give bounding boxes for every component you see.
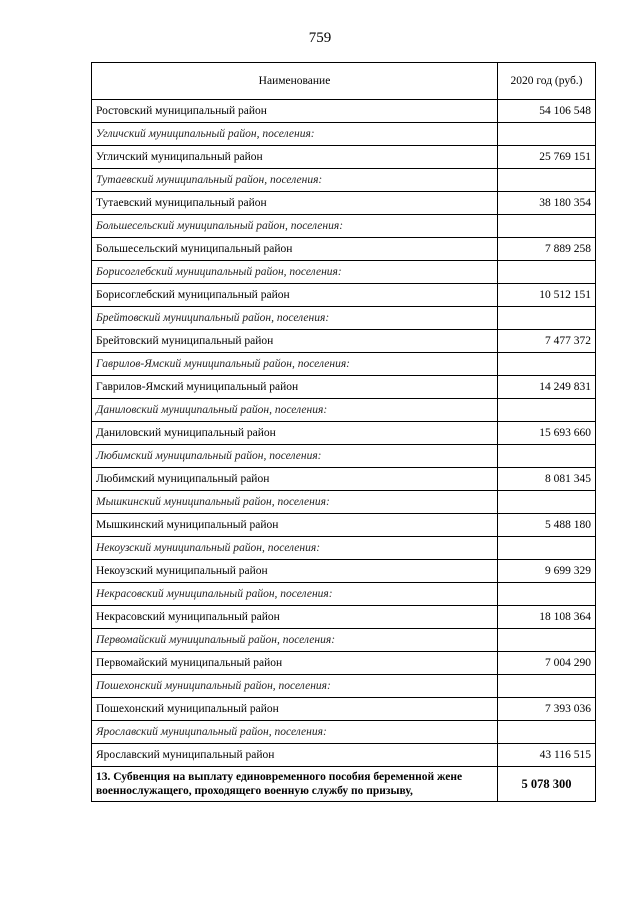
row-value: 38 180 354 <box>498 192 596 215</box>
row-name: Брейтовский муниципальный район <box>92 330 498 353</box>
row-name: Даниловский муниципальный район, поселения: <box>92 399 498 422</box>
row-name: Некрасовский муниципальный район <box>92 606 498 629</box>
row-value: 14 249 831 <box>498 376 596 399</box>
row-value: 18 108 364 <box>498 606 596 629</box>
row-value <box>498 445 596 468</box>
row-value: 15 693 660 <box>498 422 596 445</box>
table-row <box>92 468 596 491</box>
row-value: 54 106 548 <box>498 100 596 123</box>
table-row <box>92 192 596 215</box>
row-value <box>498 261 596 284</box>
table-row <box>92 422 596 445</box>
table-row <box>92 652 596 675</box>
row-name: Большесельский муниципальный район, поселения: <box>92 215 498 238</box>
row-name: Некрасовский муниципальный район, поселения: <box>92 583 498 606</box>
row-value: 7 004 290 <box>498 652 596 675</box>
table-row-subheading <box>92 169 596 192</box>
row-name: Первомайский муниципальный район <box>92 652 498 675</box>
total-name: 13. Субвенция на выплату единовременного пособия беременной жене военнослужащего, проходящего военную службу по призыву, <box>92 767 498 802</box>
row-name: Брейтовский муниципальный район, поселения: <box>92 307 498 330</box>
row-name: Пошехонский муниципальный район <box>92 698 498 721</box>
row-name: Тутаевский муниципальный район, поселения: <box>92 169 498 192</box>
table-row-subheading <box>92 353 596 376</box>
row-name: Тутаевский муниципальный район <box>92 192 498 215</box>
row-value <box>498 675 596 698</box>
row-name: Гаврилов-Ямский муниципальный район <box>92 376 498 399</box>
row-name: Ярославский муниципальный район, поселения: <box>92 721 498 744</box>
row-name: Угличский муниципальный район <box>92 146 498 169</box>
row-value <box>498 629 596 652</box>
table-row-subheading <box>92 491 596 514</box>
row-value <box>498 399 596 422</box>
table-row <box>92 284 596 307</box>
row-value <box>498 215 596 238</box>
row-name: Борисоглебский муниципальный район, поселения: <box>92 261 498 284</box>
table-row <box>92 100 596 123</box>
table-row <box>92 238 596 261</box>
row-value: 8 081 345 <box>498 468 596 491</box>
table-row <box>92 698 596 721</box>
row-name: Мышкинский муниципальный район, поселения: <box>92 491 498 514</box>
table-row-total <box>92 767 596 802</box>
table-row-subheading <box>92 675 596 698</box>
row-name: Угличский муниципальный район, поселения: <box>92 123 498 146</box>
table-row-subheading <box>92 629 596 652</box>
row-name: Гаврилов-Ямский муниципальный район, поселения: <box>92 353 498 376</box>
row-value <box>498 583 596 606</box>
row-value <box>498 537 596 560</box>
row-value: 43 116 515 <box>498 744 596 767</box>
row-value <box>498 123 596 146</box>
table-row-subheading <box>92 399 596 422</box>
table-row <box>92 606 596 629</box>
table-row-subheading <box>92 261 596 284</box>
row-name: Ярославский муниципальный район <box>92 744 498 767</box>
row-value <box>498 353 596 376</box>
row-value: 7 393 036 <box>498 698 596 721</box>
row-name: Любимский муниципальный район, поселения: <box>92 445 498 468</box>
table-row <box>92 514 596 537</box>
table-row <box>92 330 596 353</box>
table-row-subheading <box>92 123 596 146</box>
row-name: Даниловский муниципальный район <box>92 422 498 445</box>
row-value <box>498 721 596 744</box>
table-row-subheading <box>92 445 596 468</box>
total-value: 5 078 300 <box>498 767 596 802</box>
row-value: 7 477 372 <box>498 330 596 353</box>
row-name: Некоузский муниципальный район, поселения: <box>92 537 498 560</box>
table-row <box>92 744 596 767</box>
table-row <box>92 376 596 399</box>
row-value: 7 889 258 <box>498 238 596 261</box>
row-name: Ростовский муниципальный район <box>92 100 498 123</box>
table-row-subheading <box>92 307 596 330</box>
header-value: 2020 год (руб.) <box>498 63 596 100</box>
row-name: Мышкинский муниципальный район <box>92 514 498 537</box>
row-value: 9 699 329 <box>498 560 596 583</box>
table-row-subheading <box>92 215 596 238</box>
row-name: Пошехонский муниципальный район, поселения: <box>92 675 498 698</box>
table-header-row <box>92 63 596 100</box>
table-row-subheading <box>92 537 596 560</box>
table-row-subheading <box>92 583 596 606</box>
row-name: Первомайский муниципальный район, поселения: <box>92 629 498 652</box>
table-body <box>92 100 596 767</box>
row-name: Большесельский муниципальный район <box>92 238 498 261</box>
page-number: 759 <box>308 30 332 46</box>
row-value: 5 488 180 <box>498 514 596 537</box>
row-value: 25 769 151 <box>498 146 596 169</box>
row-value <box>498 491 596 514</box>
row-value <box>498 169 596 192</box>
row-name: Некоузский муниципальный район <box>92 560 498 583</box>
header-name: Наименование <box>92 63 498 100</box>
row-value: 10 512 151 <box>498 284 596 307</box>
row-name: Любимский муниципальный район <box>92 468 498 491</box>
table-row <box>92 146 596 169</box>
row-value <box>498 307 596 330</box>
table-row-subheading <box>92 721 596 744</box>
table-row <box>92 560 596 583</box>
row-name: Борисоглебский муниципальный район <box>92 284 498 307</box>
budget-table <box>91 62 596 802</box>
